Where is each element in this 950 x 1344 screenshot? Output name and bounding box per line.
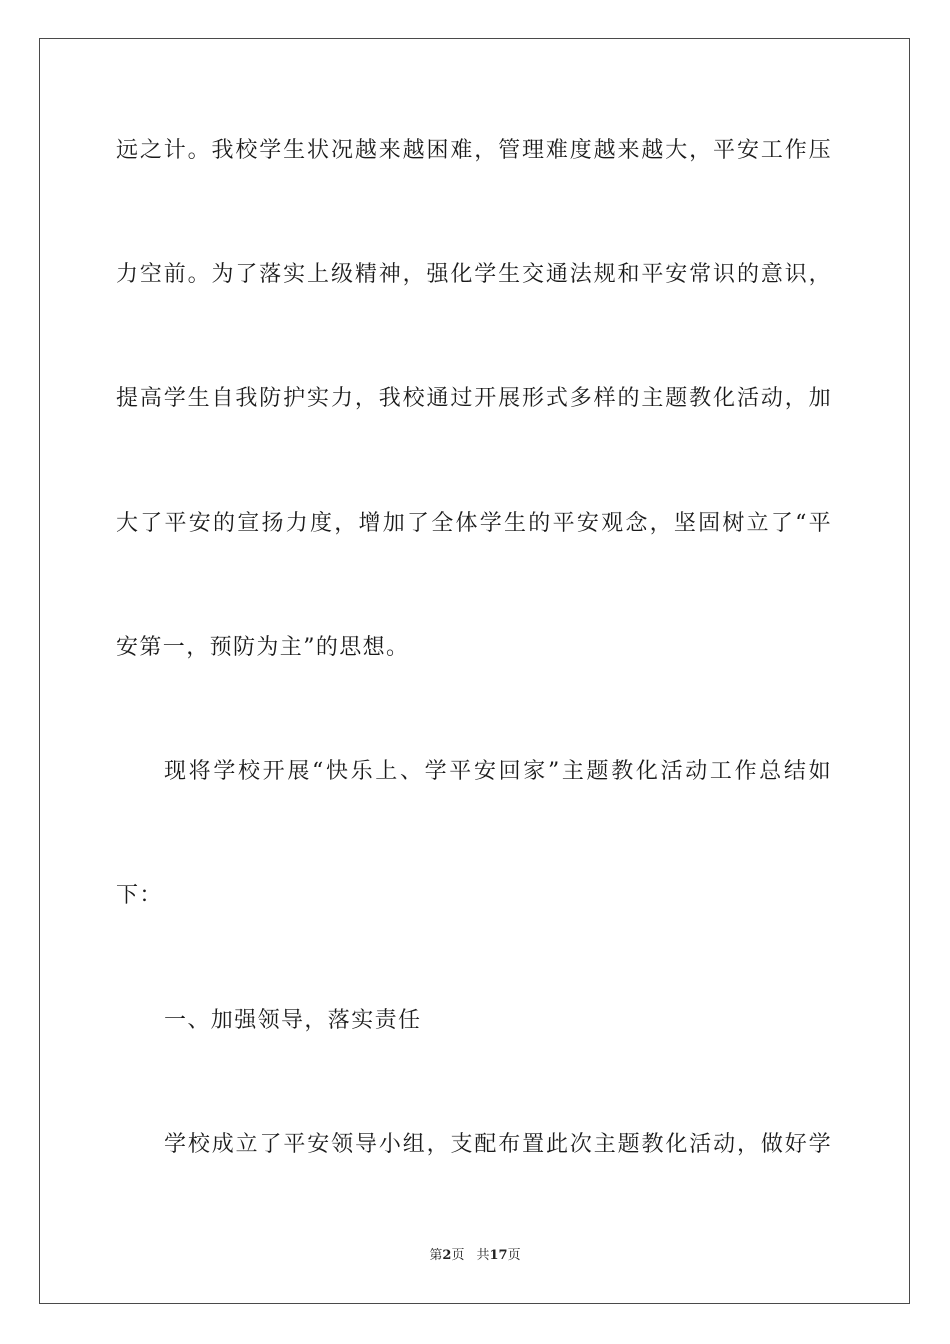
page-label-prefix: 第 [429,1248,443,1263]
body-text-line: 安第一，预防为主”的思想。 [116,635,410,660]
paragraph-first-line: 学校成立了平安领导小组，支配布置此次主题教化活动，做好学 [164,1132,832,1157]
body-text-line: 大了平安的宣扬力度，增加了全体学生的平安观念，坚固树立了“平 [116,511,832,536]
page-label-suffix: 页 [451,1248,465,1263]
section-heading: 一、加强领导，落实责任 [164,1008,422,1033]
total-label-suffix: 页 [507,1248,521,1263]
body-text-line: 远之计。我校学生状况越来越困难，管理难度越来越大，平安工作压 [116,138,832,163]
body-text-line: 力空前。为了落实上级精神，强化学生交通法规和平安常识的意识， [116,262,832,287]
page-footer [0,1247,950,1265]
total-label-prefix: 共 [476,1248,490,1263]
page-border [39,38,910,1304]
body-text-line: 提高学生自我防护实力，我校通过开展形式多样的主题教化活动，加 [116,386,832,411]
paragraph-first-line: 现将学校开展“快乐上、学平安回家”主题教化活动工作总结如 [164,759,832,784]
total-page-count: 17 [489,1248,508,1263]
body-text-line: 下： [116,883,163,908]
current-page-number: 2 [442,1248,452,1263]
